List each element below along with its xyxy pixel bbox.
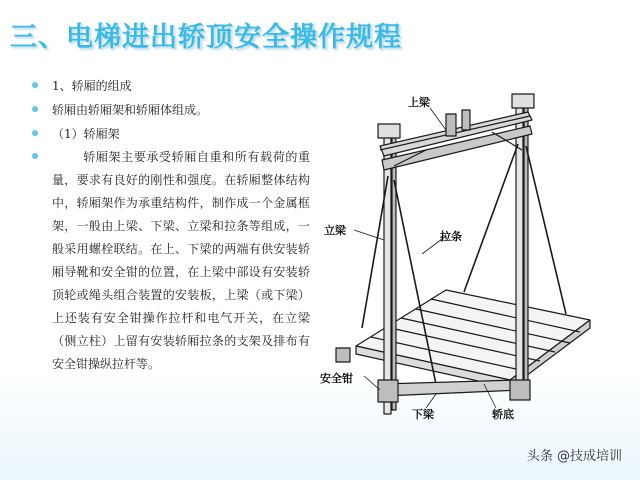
label-safety-gear: 安全钳 xyxy=(320,372,353,385)
label-car-floor: 轿底 xyxy=(492,408,514,421)
bullet-text: 轿厢由轿厢架和轿厢体组成。 xyxy=(52,103,209,117)
watermark: 头条 @技成培训 xyxy=(526,449,622,464)
bullet-dot-icon xyxy=(32,82,38,88)
bullet-text: （1）轿厢架 xyxy=(52,127,120,141)
car-frame-diagram xyxy=(318,84,608,424)
bullet-list xyxy=(30,76,330,148)
body-paragraph: 轿厢架主要承受轿厢自重和所有载荷的重量，要求有良好的刚性和强度。在轿厢整体结构中，轿厢架作为承重结构件，制作成一个金属框架，一般由上梁、下梁、立梁和拉条等组成，一般采用螺栓联结。在上、下梁的两端有供安装轿厢导靴和安全钳的位置，在上梁中部设有安装轿顶轮或绳头组合装置的安装板，上梁（或下梁）上还装有安全钳操作拉杆和电气开关，在立梁（侧立柱）上留有安装轿厢拉条的支架及排布有安全钳操纵拉杆等。 xyxy=(52,150,310,371)
bullet-item xyxy=(30,124,330,144)
bullet-dot-icon xyxy=(32,130,38,136)
label-top-beam: 上梁 xyxy=(408,96,430,109)
label-tie-rod: 拉条 xyxy=(440,230,462,243)
bullet-dot-icon xyxy=(32,106,38,112)
slide-title: 三、电梯进出轿顶安全操作规程 xyxy=(10,22,402,53)
bullet-text: 1、轿厢的组成 xyxy=(52,79,132,93)
bullet-dot-icon xyxy=(32,153,38,159)
label-upright: 立梁 xyxy=(324,224,346,237)
label-bottom-beam: 下梁 xyxy=(412,408,434,421)
car-frame-drawing xyxy=(318,84,608,424)
bullet-item xyxy=(30,100,330,120)
bullet-item xyxy=(30,76,330,96)
